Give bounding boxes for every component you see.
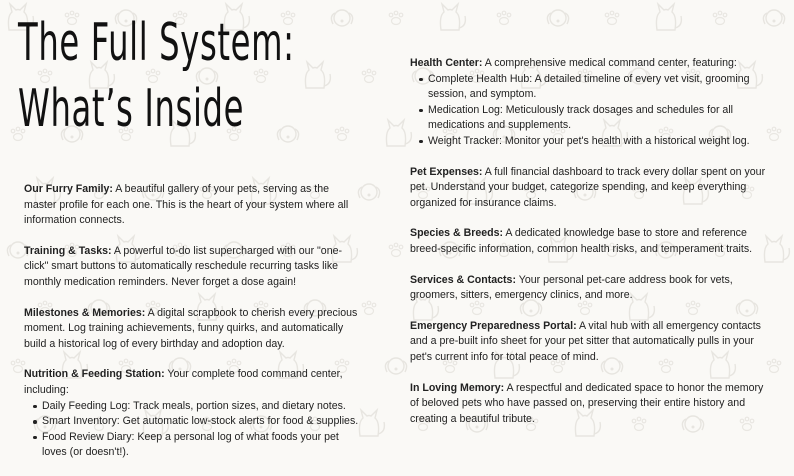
section-label: Services & Contacts:: [410, 273, 516, 286]
section-species-breeds: [410, 226, 774, 257]
section-label: In Loving Memory:: [410, 381, 505, 394]
section-label: Health Center:: [410, 57, 483, 69]
section-health-center: [410, 56, 774, 150]
left-column: [24, 182, 364, 476]
section-label: Species & Breeds:: [410, 227, 504, 240]
section-emergency-preparedness: [410, 319, 774, 366]
section-label: Emergency Preparedness Portal:: [410, 319, 577, 332]
feature-list: [410, 72, 774, 150]
section-text: A dedicated knowledge base to store and reference breed-specific information, common health risks, and temperament traits.: [410, 227, 753, 255]
section-in-loving-memory: [410, 381, 774, 428]
section-text: A comprehensive medical command center, featuring:: [484, 57, 737, 69]
section-nutrition-feeding: [24, 367, 364, 461]
feature-list: [24, 399, 364, 461]
section-paragraph: [410, 165, 774, 212]
section-paragraph: [24, 244, 364, 291]
section-paragraph: [410, 56, 774, 72]
title-line-1: The Full System:: [18, 13, 295, 73]
section-paragraph: [24, 306, 364, 353]
section-training-tasks: [24, 244, 364, 291]
section-paragraph: [410, 273, 774, 304]
list-item: Smart Inventory: Get automatic low-stock alerts for food & supplies.: [42, 414, 364, 430]
list-item: Daily Feeding Log: Track meals, portion sizes, and dietary notes.: [42, 399, 364, 415]
section-text: A beautiful gallery of your pets, serving as the master profile for each one. This is the heart of your system where all information connects.: [24, 183, 349, 227]
section-text: A vital hub with all emergency contacts and a pre-built info sheet for your pet sitter that automatically pulls in your pet's current info for total peace of mind.: [410, 319, 761, 363]
section-milestones-memories: [24, 306, 364, 353]
section-our-furry-family: [24, 182, 364, 229]
section-text: A respectful and dedicated space to honor the memory of beloved pets who have passed on, preserving their entire history and creating a beautiful tribute.: [410, 381, 764, 425]
list-item: Medication Log: Meticulously track dosages and schedules for all medications and supplements.: [428, 103, 774, 134]
section-paragraph: [24, 367, 364, 398]
section-paragraph: [24, 182, 364, 229]
section-paragraph: [410, 226, 774, 257]
section-text: A full financial dashboard to track every dollar spent on your pet. Understand your budget, categorize spending, and keep everything organized for insurance claims.: [410, 165, 766, 209]
section-text: Your personal pet-care address book for vets, groomers, sitters, emergency clinics, and more.: [410, 273, 733, 302]
section-pet-expenses: [410, 165, 774, 212]
section-label: Pet Expenses:: [410, 165, 483, 178]
title-line-2: What’s Inside: [18, 79, 245, 139]
section-services-contacts: [410, 273, 774, 304]
section-text: A powerful to-do list supercharged with our "one-click" smart buttons to automatically reschedule recurring tasks like monthly medication reminders. Never forget a dose again!: [24, 244, 343, 288]
section-label: Training & Tasks:: [24, 244, 112, 257]
section-label: Our Furry Family:: [24, 183, 113, 195]
section-text: A digital scrapbook to cherish every precious moment. Log training achievements, funny quirks, and automatically build a historical log of every birthday and adoption day.: [24, 306, 358, 350]
section-text: Your complete food command center, including:: [24, 368, 343, 396]
section-paragraph: [410, 381, 774, 428]
section-label: Nutrition & Feeding Station:: [24, 368, 165, 381]
page-title: [18, 10, 295, 142]
list-item: Weight Tracker: Monitor your pet's health with a historical weight log.: [428, 134, 774, 150]
right-column: [410, 56, 774, 442]
section-label: Milestones & Memories:: [24, 306, 146, 319]
section-paragraph: [410, 319, 774, 366]
list-item: Complete Health Hub: A detailed timeline of every vet visit, grooming session, and symptom.: [428, 72, 774, 103]
list-item: Food Review Diary: Keep a personal log of what foods your pet loves (or doesn't!).: [42, 430, 364, 461]
